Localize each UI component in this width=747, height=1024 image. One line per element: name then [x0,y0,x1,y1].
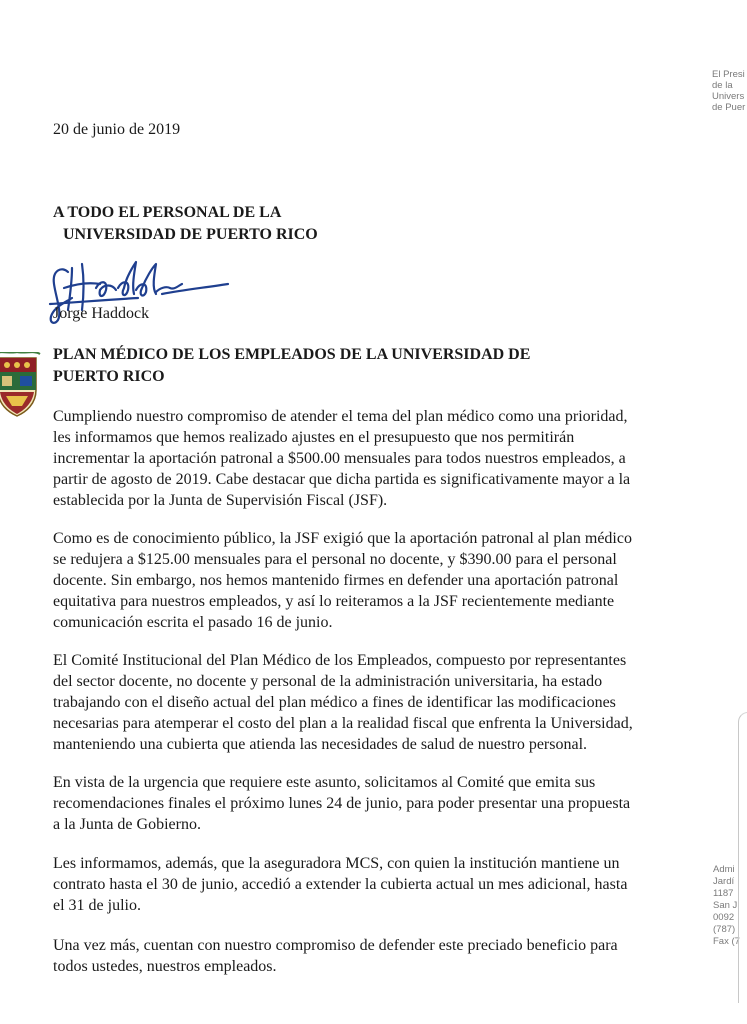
paragraph-line: docente. Sin embargo, nos hemos mantenido firmes en defender una aportación patronal [53,572,619,589]
page-edge-shadow [738,712,747,1003]
paragraph-line: establecida por la Junta de Supervisión Fiscal (JSF). [53,492,388,509]
subject-heading [53,344,653,388]
university-seal-icon [0,352,42,418]
paragraph-line: del sector docente, no docente y personal de la administración universitaria, ha estado [53,673,603,690]
paragraph-line: les informamos que hemos realizado ajustes en el presupuesto que nos permitirán [53,429,575,446]
paragraph-line: manteniendo una cubierta que atienda las necesidades de salud de nuestro personal. [53,736,588,753]
letter-date: 20 de junio de 2019 [53,121,181,138]
body-paragraph [53,853,703,916]
paragraph-line: incrementar la aportación patronal a $500.00 mensuales para todos nuestros empleados, a [53,450,626,467]
addressee-line: UNIVERSIDAD DE PUERTO RICO [63,226,318,243]
addressee-block [53,202,318,246]
subject-line: PUERTO RICO [53,368,165,385]
letterhead-line: El Presi [712,69,745,80]
body-paragraph [53,406,703,511]
paragraph-line: necesarias para atemperar el costo del plan a la realidad fiscal que enfrenta la Universidad, [53,715,633,732]
paragraph-line: el 31 de julio. [53,897,141,914]
body-paragraph [53,528,703,633]
paragraph-line: trabajando con el diseño actual del plan médico a fines de identificar las modificaciones [53,694,616,711]
letterhead-line: de la [712,80,733,91]
paragraph-line: equitativa para nuestros empleados, y así lo reiteramos a la JSF recientemente mediante [53,593,615,610]
paragraph-line: Les informamos, además, que la aseguradora MCS, con quien la institución mantiene un [53,855,620,872]
address-line: 0092 [713,912,735,923]
letterhead-line: de Puer [712,102,746,113]
address-line: Fax (7 [713,936,740,947]
subject-line: PLAN MÉDICO DE LOS EMPLEADOS DE LA UNIVERSIDAD DE [53,346,531,363]
paragraph-line: Como es de conocimiento público, la JSF exigió que la aportación patronal al plan médico [53,530,632,547]
paragraph-line: Una vez más, cuentan con nuestro compromiso de defender este preciado beneficio para [53,937,618,954]
body-paragraph [53,772,703,835]
paragraph-line: contrato hasta el 30 de junio, accedió a extender la cubierta actual un mes adicional, hasta [53,876,628,893]
paragraph-line: El Comité Institucional del Plan Médico de los Empleados, compuesto por representantes [53,652,627,669]
address-line: Jardí [713,876,735,887]
paragraph-line: partir de agosto de 2019. Cabe destacar que dicha partida es significativamente mayor a la [53,471,631,488]
address-line: San J [713,900,738,911]
paragraph-line: Cumpliendo nuestro compromiso de atender el tema del plan médico como una prioridad, [53,408,628,425]
body-paragraph [53,650,703,755]
addressee-line: A TODO EL PERSONAL DE LA [53,204,282,221]
paragraph-line: a la Junta de Gobierno. [53,816,201,833]
address-line: 1187 [713,888,734,899]
paragraph-line: se redujera a $125.00 mensuales para el personal no docente, y $390.00 para el personal [53,551,617,568]
letterhead-line: Univers [712,91,745,102]
signer-name: Jorge Haddock [53,305,150,322]
paragraph-line: todos ustedes, nuestros empleados. [53,958,277,975]
letterhead-office-text [712,69,747,113]
body-paragraph [53,935,703,977]
address-line: Admi [713,864,735,875]
paragraph-line: recomendaciones finales el próximo lunes 24 de junio, para poder presentar una propuesta [53,795,631,812]
address-line: (787) [713,924,736,935]
paragraph-line: comunicación escrita el pasado 16 de junio. [53,614,333,631]
paragraph-line: En vista de la urgencia que requiere este asunto, solicitamos al Comité que emita sus [53,774,596,791]
